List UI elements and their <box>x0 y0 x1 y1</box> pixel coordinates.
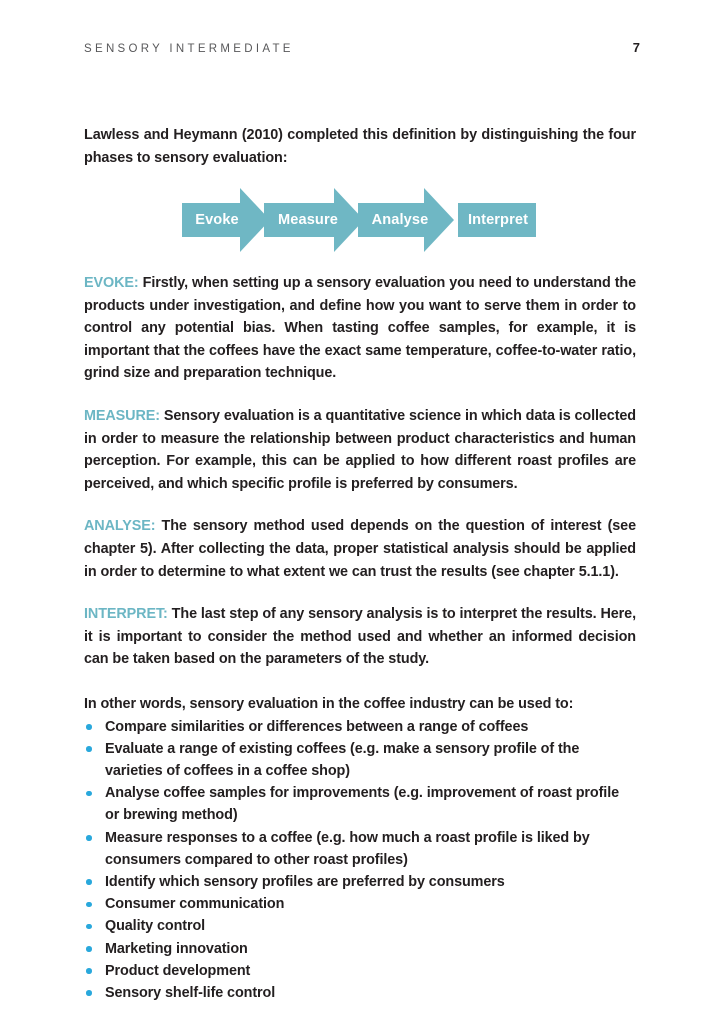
bullet-dot-icon <box>86 968 92 974</box>
process-step-evoke <box>182 182 270 258</box>
list-item-text: Analyse coffee samples for improvements (e.g. improvement of roast profile or brewing method) <box>105 785 620 824</box>
section-label-analyse: ANALYSE: <box>84 518 156 535</box>
list-item-text: Evaluate a range of existing coffees (e.g. make a sensory profile of the varieties of coffees in a coffee shop) <box>105 740 580 779</box>
spacer <box>84 385 636 405</box>
list-item <box>84 893 636 915</box>
arrow-shape-icon <box>358 182 454 258</box>
header-title: SENSORY INTERMEDIATE <box>84 43 294 55</box>
list-item-text: Product development <box>105 962 251 979</box>
spacer <box>84 495 636 515</box>
process-step-analyse <box>358 182 454 258</box>
bullet-dot-icon <box>86 879 92 885</box>
list-lead-in: In other words, sensory evaluation in the coffee industry can be used to: <box>84 695 574 712</box>
intro-block <box>84 124 636 169</box>
running-header <box>84 40 640 62</box>
process-step-label: Measure <box>278 212 338 228</box>
bullet-dot-icon <box>86 746 92 752</box>
section-body-measure: Sensory evaluation is a quantitative science in which data is collected in order to measure the relationship between product characteristics and human perception. For example, this can be applied to how different roast profiles are perceived, and which specific profile is preferred by consumers. <box>84 407 636 492</box>
sections-block <box>84 272 636 1004</box>
list-item-text: Sensory shelf-life control <box>105 984 276 1001</box>
list-item <box>84 960 636 982</box>
process-step-label: Analyse <box>371 212 429 228</box>
list-item-text: Marketing innovation <box>105 940 248 957</box>
list-item <box>84 738 636 782</box>
list-item-text: Consumer communication <box>105 896 285 913</box>
list-item-text: Identify which sensory profiles are preferred by consumers <box>105 873 505 890</box>
bullet-dot-icon <box>86 990 92 996</box>
section-body-evoke: Firstly, when setting up a sensory evaluation you need to understand the products under investigation, and define how you want to serve them in order to control any potential bias. When tasting coffee samples, for example, it is important that the coffees have the exact same temperature, coffee-to-water ratio, grind size and preparation technique. <box>84 275 636 382</box>
bullet-dot-icon <box>86 835 92 841</box>
section-label-measure: MEASURE: <box>84 407 160 424</box>
spacer <box>84 671 636 693</box>
list-item-text: Measure responses to a coffee (e.g. how much a roast profile is liked by consumers compared to other roast profiles) <box>105 829 590 868</box>
list-item <box>84 716 636 738</box>
bullet-dot-icon <box>86 724 92 730</box>
spacer <box>84 583 636 603</box>
section-label-interpret: INTERPRET: <box>84 606 168 623</box>
rectangle-shape-icon <box>458 182 536 258</box>
process-step-label: Evoke <box>195 212 239 228</box>
list-item <box>84 982 636 1004</box>
list-item-text: Quality control <box>105 918 206 935</box>
page-number: 7 <box>632 40 640 55</box>
list-item <box>84 871 636 893</box>
section-body-interpret: The last step of any sensory analysis is to interpret the results. Here, it is important to consider the method used and whether an informed decision can be taken based on the parameters of the study. <box>84 606 636 668</box>
process-step-measure <box>264 182 364 258</box>
arrow-shape-icon <box>264 182 364 258</box>
usage-list <box>84 716 636 1005</box>
process-step-interpret <box>458 182 536 258</box>
section-interpret <box>84 603 636 671</box>
section-measure <box>84 405 636 495</box>
bullet-dot-icon <box>86 946 92 952</box>
bullet-dot-icon <box>86 791 92 797</box>
process-diagram <box>84 182 640 258</box>
arrow-shape-icon <box>182 182 270 258</box>
section-label-evoke: EVOKE: <box>84 275 139 291</box>
process-step-label: Interpret <box>467 212 529 228</box>
section-body-analyse: The sensory method used depends on the question of interest (see chapter 5). After collecting the data, proper statistical analysis should be applied in order to determine to what extent we can trust the results (see chapter 5.1.1). <box>84 518 636 580</box>
list-item <box>84 782 636 826</box>
list-item <box>84 827 636 871</box>
list-item <box>84 915 636 937</box>
list-item-text: Compare similarities or differences between a range of coffees <box>105 718 529 735</box>
section-analyse <box>84 515 636 583</box>
section-evoke <box>84 272 636 385</box>
list-item <box>84 938 636 960</box>
intro-paragraph: Lawless and Heymann (2010) completed this definition by distinguishing the four phases to sensory evaluation: <box>84 127 636 166</box>
bullet-dot-icon <box>86 902 92 908</box>
bullet-dot-icon <box>86 924 92 930</box>
